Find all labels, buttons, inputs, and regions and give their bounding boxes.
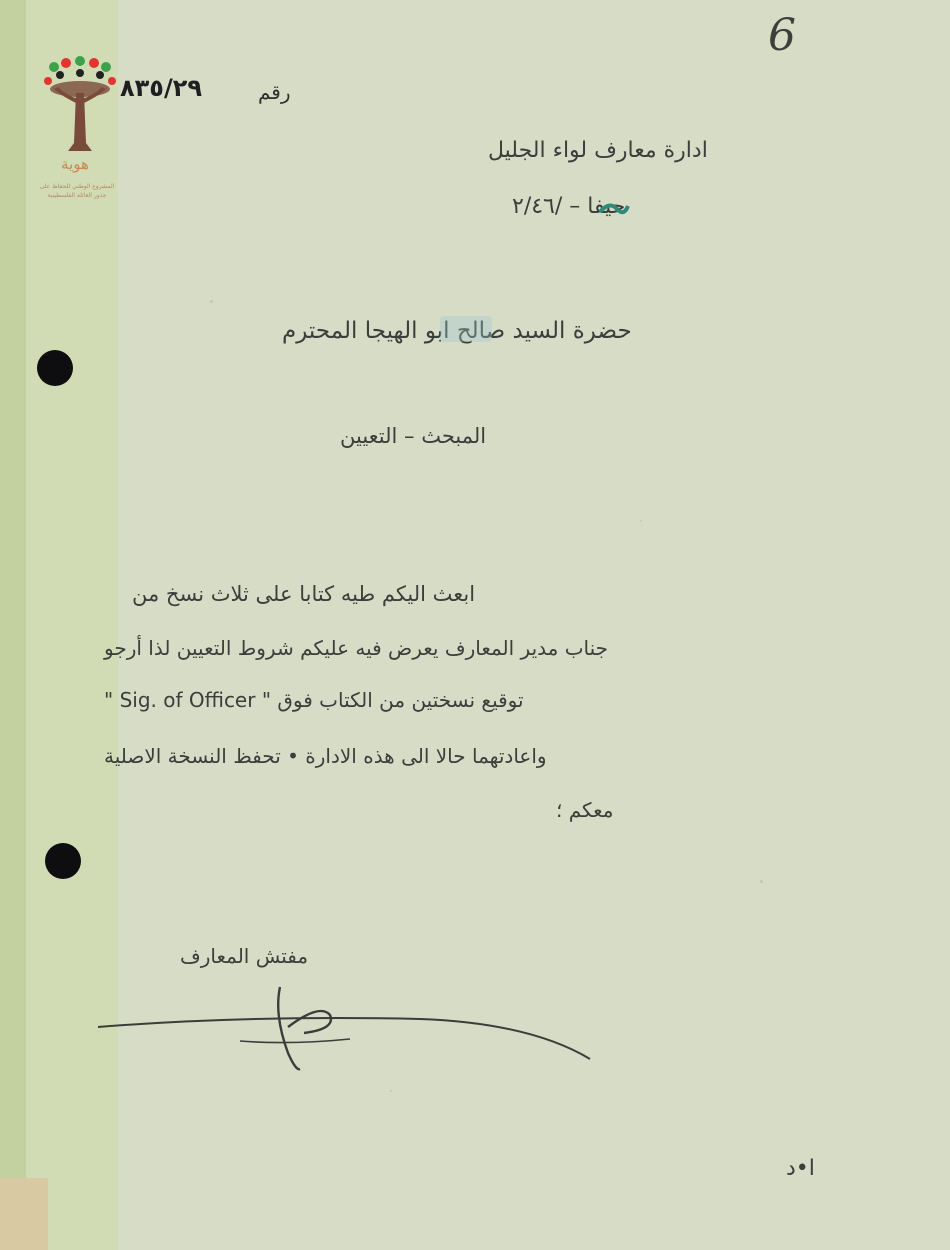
body-line-5: معكم ؛ — [556, 798, 614, 822]
punch-hole-bottom — [45, 843, 81, 879]
paper-bottom-strip — [0, 1178, 48, 1250]
logo-title: هوية — [61, 155, 89, 173]
body-line-2: جناب مدير المعارف يعرض فيه عليكم شروط التعيين لذا أرجو — [104, 636, 609, 660]
page-number: 6 — [768, 10, 796, 61]
tree-icon — [40, 55, 120, 165]
body-line-3: توقيع نسختين من الكتاب فوق " Sig. of Officer " — [104, 688, 524, 712]
date-day-mark — [596, 198, 632, 220]
logo-subtitle-2: جذور العائلة الفلسطينية — [47, 192, 107, 199]
office-name: ادارة معارف لواء الجليل — [488, 138, 708, 163]
paper-speck — [210, 300, 213, 303]
salutation: حضرة السيد صالح ابو الهيجا المحترم — [282, 318, 632, 344]
logo-subtitle-1: المشروع الوطني للحفاظ على — [39, 183, 115, 190]
paper-left-edge — [0, 0, 26, 1250]
footer-initials: ا•د — [786, 1156, 815, 1181]
punch-hole-top — [37, 350, 73, 386]
paper-speck — [760, 880, 763, 883]
reference-label: رقم — [258, 80, 291, 104]
subject: المبحث – التعيين — [340, 424, 487, 448]
body-line-1: ابعث اليكم طيه كتابا على ثلاث نسخ من — [132, 582, 476, 606]
place-date: حيفا – /٢/٤٦ — [512, 194, 626, 219]
archive-logo — [40, 55, 120, 235]
body-line-4: واعادتهما حالا الى هذه الادارة • تحفظ النسخة الاصلية — [104, 744, 547, 768]
signature-mark — [90, 975, 610, 1085]
sign-off-title: مفتش المعارف — [180, 944, 309, 968]
paper-speck — [390, 1090, 392, 1092]
highlight-mark — [440, 316, 492, 342]
paper-speck — [640, 520, 642, 522]
reference-number: ٨٣٥/٢٩ — [120, 74, 203, 102]
